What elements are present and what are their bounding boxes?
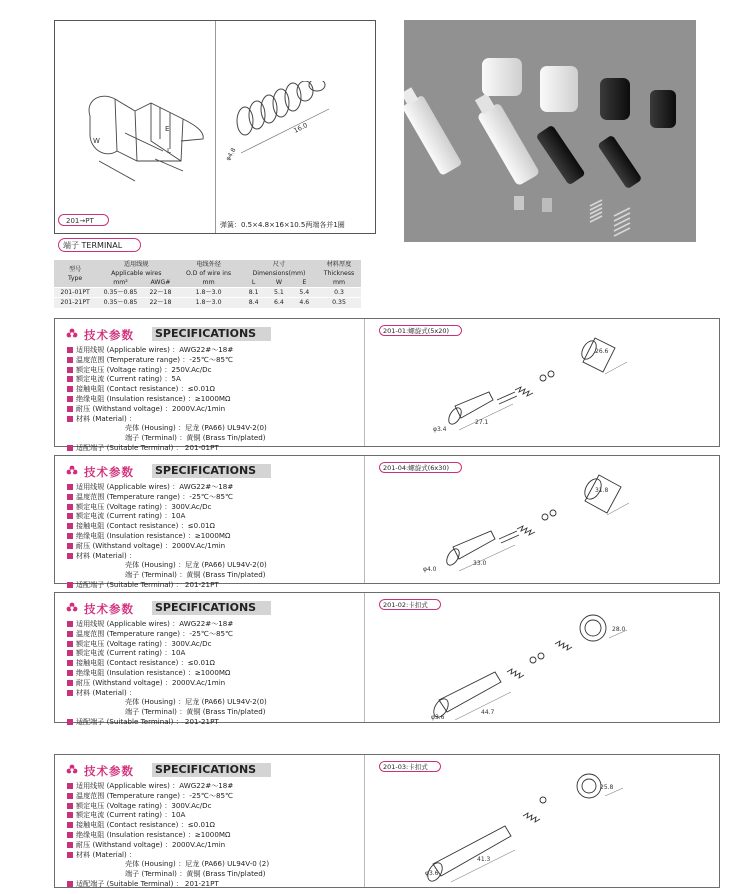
panel-divider [364, 319, 365, 446]
flower-icon [66, 465, 78, 477]
spec-item: 额定电流 (Current rating) ：10A [67, 648, 267, 658]
panel-title [66, 600, 259, 616]
spec-item: 材料 (Material) ： [67, 551, 267, 561]
spec-item: 额定电压 (Voltage rating) ：250V.Ac/Dc [67, 365, 267, 375]
table-cell-w: 6.4 [266, 298, 291, 308]
spring-dim-length: 16.0 [292, 121, 309, 135]
dim-a: 25.8 [600, 784, 614, 791]
terminal-section-tag: 端子 TERMINAL [58, 238, 141, 252]
spec-panel-201-02 [54, 592, 720, 726]
table-unit-awg: AWG# [150, 279, 171, 286]
table-unit-thk: mm [332, 279, 346, 286]
spec-item: 额定电流 (Current rating) ：10A [67, 511, 267, 521]
spec-item: 适用线规 (Applicable wires) ：AWG22#～18# [67, 781, 269, 791]
table-cell-type: 201-01PT [54, 288, 96, 298]
spec-item: 接触电阻 (Contact resistance) ：≤0.01Ω [67, 658, 267, 668]
spec-item: 额定电压 (Voltage rating) ：300V.Ac/Dc [67, 502, 267, 512]
spec-item: 端子 (Terminal) ：黄铜 (Brass Tin/plated) [125, 433, 266, 443]
spec-item: 端子 (Terminal) ：黄铜 (Brass Tin/plated) [125, 707, 266, 717]
spec-item: 额定电流 (Current rating) ：10A [67, 810, 269, 820]
terminal-drawing-frame [54, 20, 376, 234]
flower-icon [66, 602, 78, 614]
spec-list [67, 781, 269, 889]
spec-item: 壳体 (Housing) ：尼龙 (PA66) UL94V-2(0) [125, 423, 267, 433]
spec-item: 额定电压 (Voltage rating) ：300V.Ac/Dc [67, 801, 269, 811]
table-header-od-en: O.D of wire ins [186, 270, 232, 277]
table-header-od-cn: 电线外径 [196, 261, 221, 268]
table-row [54, 288, 361, 298]
terminal-tag: 201→PT [58, 214, 109, 226]
spec-item: 额定电流 (Current rating) ：5A [67, 374, 267, 384]
spec-item: 温度范围 (Temperature range) ：-25℃～85℃ [67, 629, 267, 639]
dim-b: 27.1 [475, 419, 489, 426]
panel-title [66, 463, 259, 479]
spec-item: 绝缘电阻 (Insulation resistance) ：≥1000MΩ [67, 394, 267, 404]
table-cell-mm2: 0.35～0.85 [96, 298, 144, 308]
drawing-label-l: L [167, 147, 171, 155]
drawing-divider [215, 21, 216, 233]
spec-panel-201-04 [54, 455, 720, 589]
product-photo [404, 20, 696, 242]
spec-item: 适配端子 (Suitable Terminal) ： 201-21PT [67, 879, 269, 889]
spec-item: 适用线规 (Applicable wires) ：AWG22#～18# [67, 619, 267, 629]
panel-title-cn: 技术参数 [84, 328, 134, 342]
spring-dim-dia: φ4.8 [225, 146, 238, 162]
table-cell-thk: 0.3 [317, 288, 361, 298]
dim-a: 31.8 [595, 487, 609, 494]
panel-title-en: SPECIFICATIONS [155, 601, 257, 614]
spec-item: 适用线规 (Applicable wires) ：AWG22#～18# [67, 345, 267, 355]
table-cell-w: 5.1 [266, 288, 291, 298]
spec-item: 接触电阻 (Contact resistance) ：≤0.01Ω [67, 820, 269, 830]
spec-item: 温度范围 (Temperature range) ：-25℃～85℃ [67, 791, 269, 801]
dim-a: 26.6 [595, 348, 609, 355]
flower-icon [66, 764, 78, 776]
spec-item: 温度范围 (Temperature range) ：-25℃～85℃ [67, 492, 267, 502]
spring-note: 弹簧：0.5×4.8×16×10.5两端各并1圈 [220, 221, 345, 229]
spec-item: 适配端子 (Suitable Terminal) ： 201-21PT [67, 580, 267, 590]
spec-item: 端子 (Terminal) ：黄铜 (Brass Tin/plated) [125, 869, 266, 879]
spec-item: 绝缘电阻 (Insulation resistance) ：≥1000MΩ [67, 668, 267, 678]
dim-c: φ4.0 [423, 566, 437, 573]
table-header-type: 型号 Type [68, 265, 83, 282]
table-unit-l: L [251, 279, 256, 286]
panel-divider [364, 755, 365, 887]
table-cell-type: 201-21PT [54, 298, 96, 308]
spec-item: 适用线规 (Applicable wires) ：AWG22#～18# [67, 482, 267, 492]
product-photo-image [404, 20, 696, 242]
table-unit-e: E [302, 279, 307, 286]
spec-item: 耐压 (Withstand voltage) ：2000V.Ac/1min [67, 404, 267, 414]
dim-b: 41.3 [477, 856, 491, 863]
table-header-dim-cn: 尺寸 [272, 261, 286, 268]
table-cell-l: 8.1 [241, 288, 266, 298]
model-tag: 201-03:卡扣式 [379, 761, 441, 772]
spec-item: 额定电压 (Voltage rating) ：300V.Ac/Dc [67, 639, 267, 649]
table-cell-awg: 22～18 [145, 298, 177, 308]
spec-item: 适配端子 (Suitable Terminal) ： 201-01PT [67, 443, 267, 453]
spec-item: 材料 (Material) ： [67, 850, 269, 860]
spec-item: 绝缘电阻 (Insulation resistance) ：≥1000MΩ [67, 531, 267, 541]
drawing-label-e: E [165, 125, 170, 133]
panel-title-cn: 技术参数 [84, 764, 134, 778]
table-cell-awg: 22～18 [145, 288, 177, 298]
table-cell-e: 5.4 [292, 288, 317, 298]
table-cell-e: 4.6 [292, 298, 317, 308]
panel-title-cn: 技术参数 [84, 465, 134, 479]
panel-title-cn: 技术参数 [84, 602, 134, 616]
spec-item: 温度范围 (Temperature range) ：-25℃～85℃ [67, 355, 267, 365]
table-unit-w: W [275, 279, 283, 286]
panel-title-en: SPECIFICATIONS [155, 464, 257, 477]
spec-item: 材料 (Material) ： [67, 688, 267, 698]
spec-item: 接触电阻 (Contact resistance) ：≤0.01Ω [67, 521, 267, 531]
spec-list [67, 619, 267, 727]
table-header-thk-cn: 材料厚度 [326, 261, 352, 268]
table-cell-thk: 0.35 [317, 298, 361, 308]
dim-c: φ3.4 [433, 426, 447, 433]
panel-title-en: SPECIFICATIONS [155, 327, 257, 340]
spec-item: 材料 (Material) ： [67, 414, 267, 424]
dim-c: φ3.6 [431, 714, 445, 721]
spec-item: 壳体 (Housing) ：尼龙 (PA66) UL94V-2(0) [125, 697, 267, 707]
table-header-dim-en: Dimensions(mm) [252, 270, 306, 277]
spec-panel-201-03 [54, 754, 720, 888]
flower-icon [66, 328, 78, 340]
spec-item: 端子 (Terminal) ：黄铜 (Brass Tin/plated) [125, 570, 266, 580]
spec-item: 壳体 (Housing) ：尼龙 (PA66) UL94V-0 (2) [125, 859, 270, 869]
spec-panel-201-01 [54, 318, 720, 452]
spec-list [67, 482, 267, 590]
table-unit-mm2: mm² [113, 279, 128, 286]
spec-item: 耐压 (Withstand voltage) ：2000V.Ac/1min [67, 541, 267, 551]
table-header-wires-en: Applicable wires [111, 270, 162, 277]
dim-b: 33.0 [473, 560, 487, 567]
table-cell-od: 1.8～3.0 [176, 288, 241, 298]
panel-divider [364, 456, 365, 583]
table-unit-od: mm [202, 279, 215, 286]
spring-drawing [225, 81, 373, 191]
terminal-spec-table [54, 260, 361, 308]
dim-a: 28.0 [612, 626, 626, 633]
model-tag: 201-01:螺旋式(5x20) [379, 325, 462, 336]
panel-title [66, 762, 259, 778]
spec-item: 耐压 (Withstand voltage) ：2000V.Ac/1min [67, 840, 269, 850]
table-header-thk-en: Thickness [323, 270, 355, 277]
panel-divider [364, 593, 365, 722]
dim-c: φ3.6 [425, 870, 439, 877]
model-tag: 201-04:螺旋式(6x30) [379, 462, 462, 473]
spec-item: 耐压 (Withstand voltage) ：2000V.Ac/1min [67, 678, 267, 688]
spec-item: 接触电阻 (Contact resistance) ：≤0.01Ω [67, 384, 267, 394]
panel-title [66, 326, 259, 342]
terminal-drawing [55, 21, 215, 211]
spec-item: 适配端子 (Suitable Terminal) ： 201-21PT [67, 717, 267, 727]
drawing-label-w: W [93, 137, 100, 145]
table-cell-mm2: 0.35～0.85 [96, 288, 144, 298]
fuse-holder-drawing [415, 608, 635, 723]
table-cell-od: 1.8～3.0 [176, 298, 241, 308]
spec-item: 绝缘电阻 (Insulation resistance) ：≥1000MΩ [67, 830, 269, 840]
table-row [54, 298, 361, 308]
model-tag: 201-02:卡扣式 [379, 599, 441, 610]
spec-item: 壳体 (Housing) ：尼龙 (PA66) UL94V-2(0) [125, 560, 267, 570]
table-header-wires-cn: 适用线规 [123, 261, 149, 268]
spec-list [67, 345, 267, 453]
table-cell-l: 8.4 [241, 298, 266, 308]
panel-title-en: SPECIFICATIONS [155, 763, 257, 776]
dim-b: 44.7 [481, 709, 495, 716]
